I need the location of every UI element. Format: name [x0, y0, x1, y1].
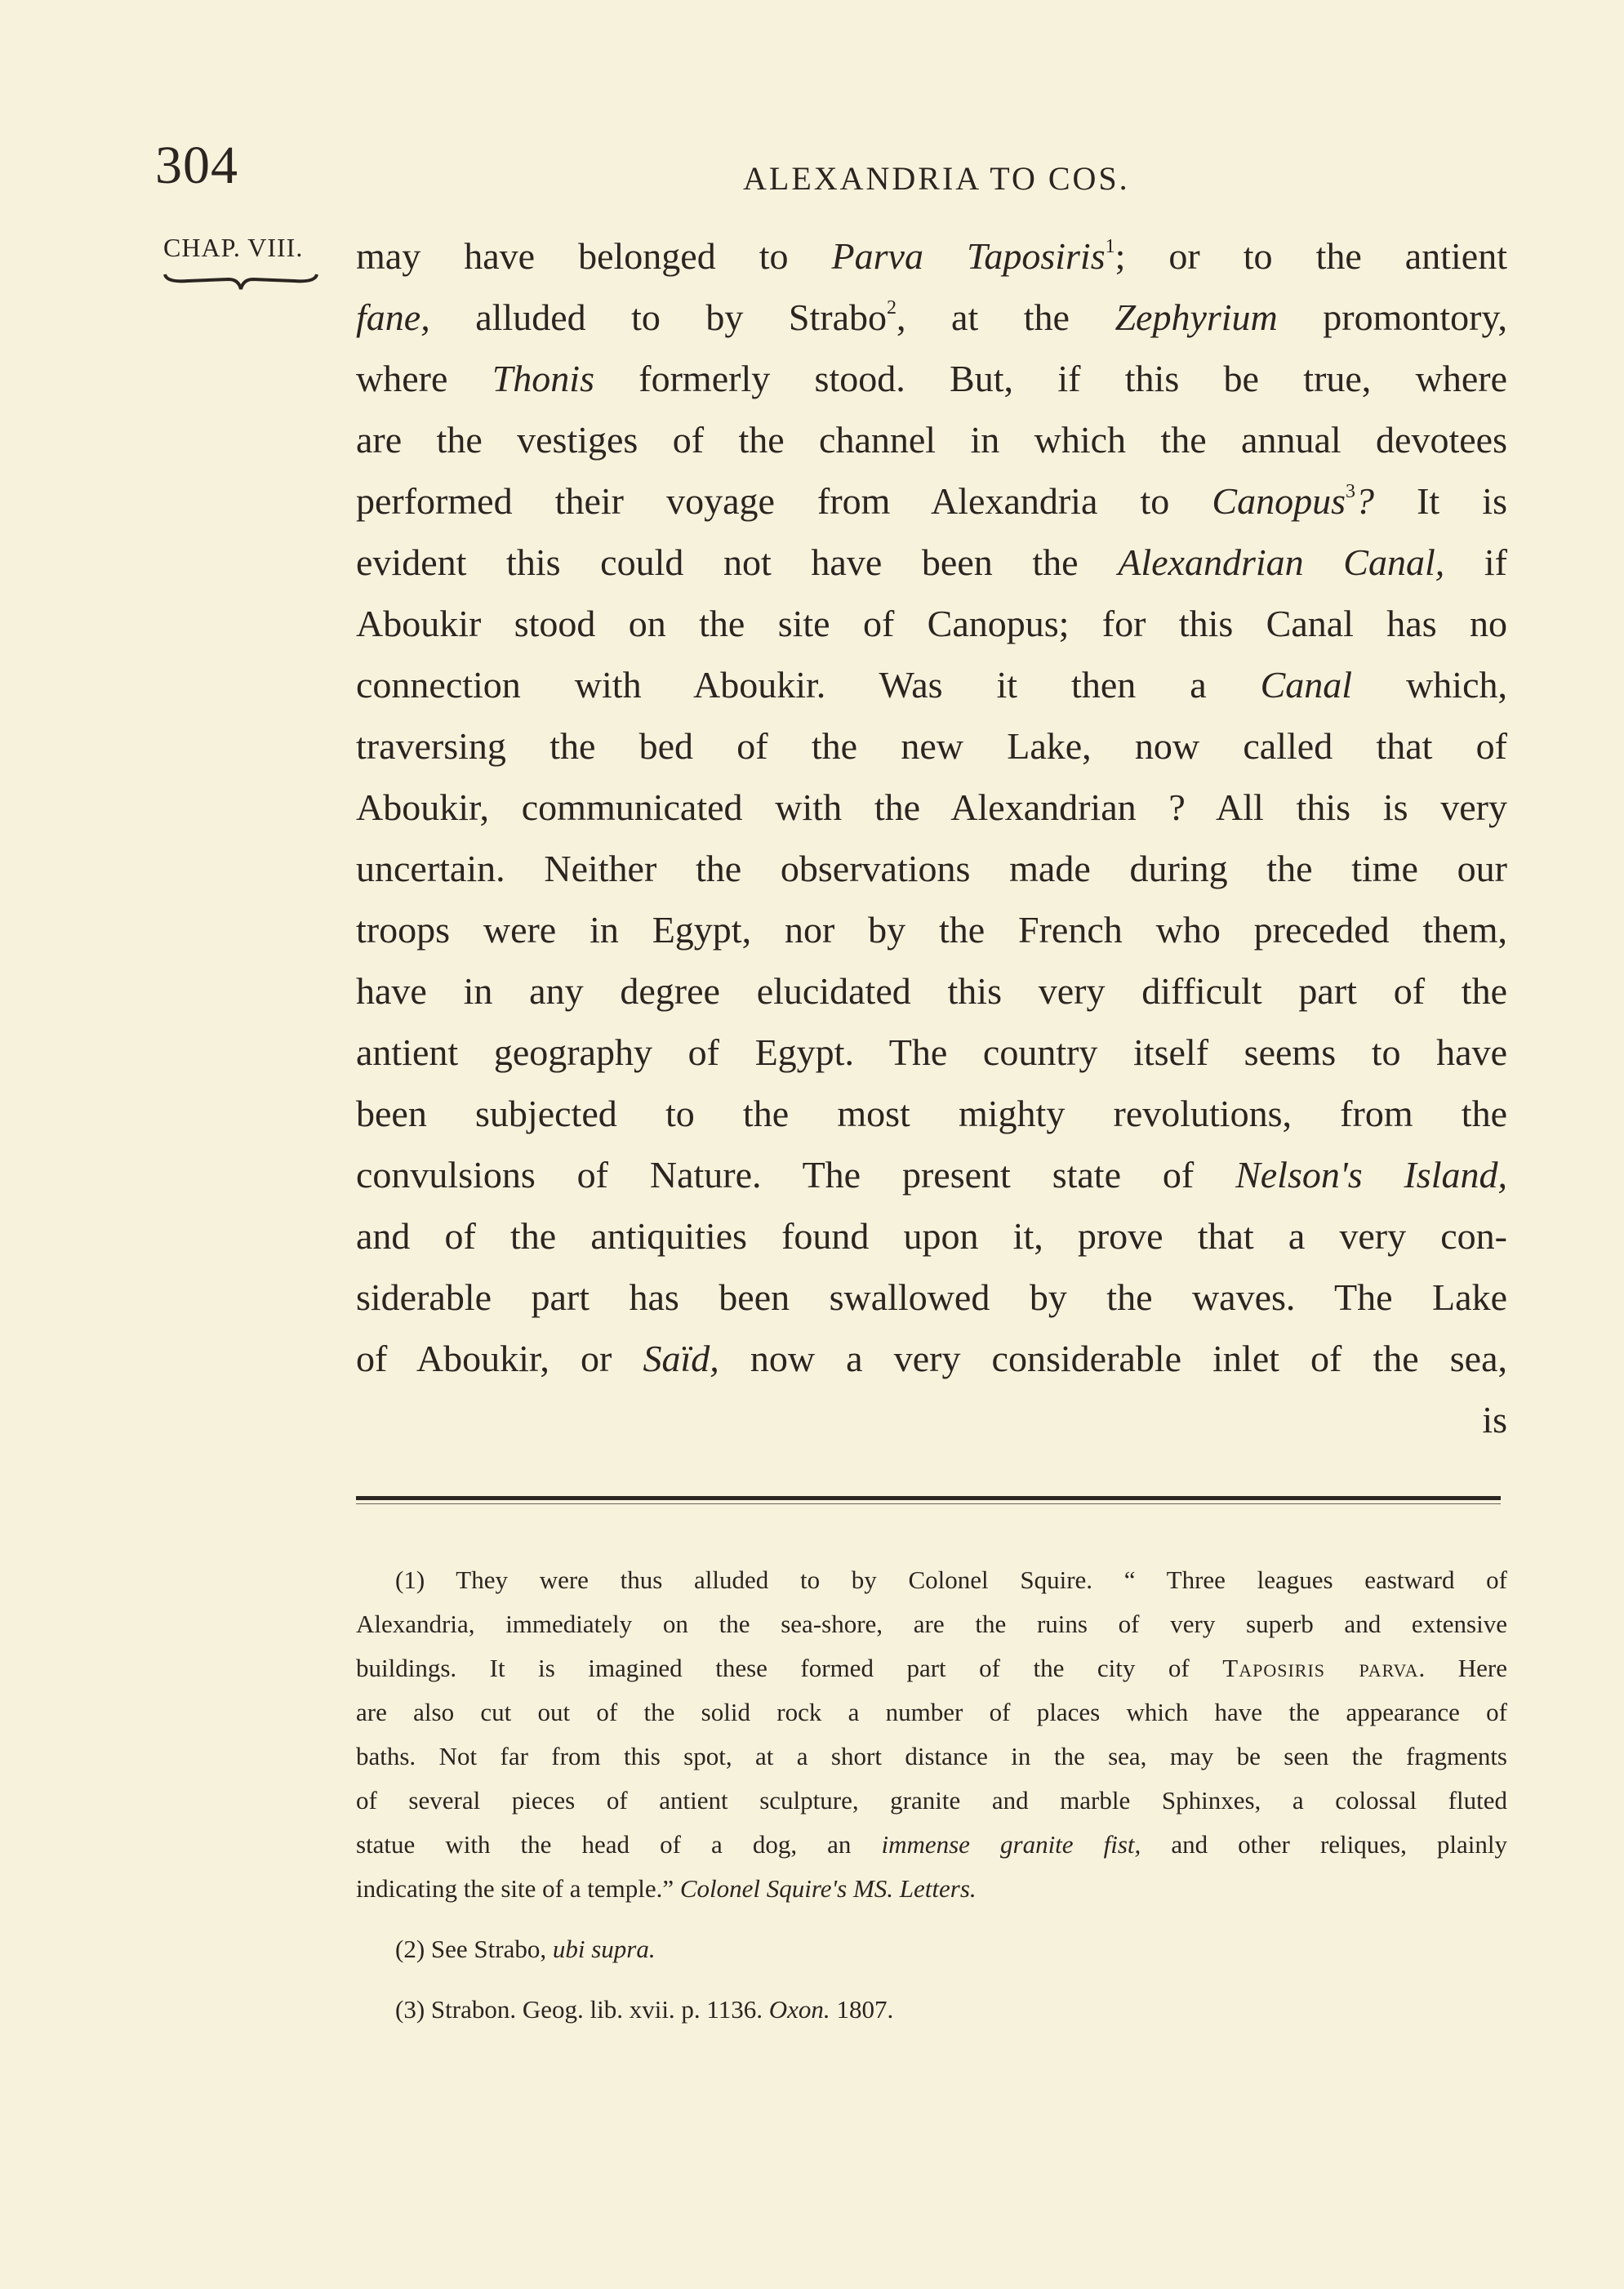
footnote-line: are also cut out of the solid rock a number of places which have the appearance of [356, 1698, 1507, 1726]
footnote-divider-thin [356, 1503, 1501, 1504]
text-line: and of the antiquities found upon it, prove that a very con- [356, 1215, 1507, 1257]
brace-ornament-icon [163, 268, 318, 292]
footnote-line: indicating the site of a temple.” Colonel Squire's MS. Letters. [356, 1874, 977, 1903]
chapter-side-label: CHAP. VIII. [163, 233, 304, 262]
page-number: 304 [155, 136, 238, 195]
catchword: is [1482, 1399, 1507, 1441]
footnote-line: of several pieces of antient sculpture, granite and marble Sphinxes, a colossal fluted [356, 1786, 1507, 1815]
footnote-3: (3) Strabon. Geog. lib. xvii. p. 1136. Oxon. 1807. [395, 1995, 894, 2024]
text-line: traversing the bed of the new Lake, now called that of [356, 725, 1507, 767]
text-line: Aboukir, communicated with the Alexandrian ? All this is very [356, 786, 1507, 828]
text-line: where Thonis formerly stood. But, if this be true, where [356, 358, 1507, 399]
footnote-line: statue with the head of a dog, an immense granite fist, and other reliques, plainly [356, 1830, 1507, 1859]
text-line: have in any degree elucidated this very difficult part of the [356, 970, 1507, 1012]
text-line: connection with Aboukir. Was it then a Canal which, [356, 664, 1507, 706]
text-line: siderable part has been swallowed by the waves. The Lake [356, 1276, 1507, 1318]
footnote-line: baths. Not far from this spot, at a short distance in the sea, may be seen the fragments [356, 1742, 1507, 1770]
text-line: convulsions of Nature. The present state of Nelson's Island, [356, 1154, 1507, 1196]
text-line: uncertain. Neither the observations made during the time our [356, 848, 1507, 889]
text-line: antient geography of Egypt. The country itself seems to have [356, 1031, 1507, 1073]
footnote-divider [356, 1496, 1501, 1500]
text-line: been subjected to the most mighty revolutions, from the [356, 1093, 1507, 1134]
text-line: are the vestiges of the channel in which the annual devotees [356, 419, 1507, 461]
footnote-line: buildings. It is imagined these formed part of the city of Taposiris parva. Here [356, 1654, 1507, 1682]
footnote-2: (2) See Strabo, ubi supra. [395, 1935, 656, 1963]
footnotes [356, 1558, 1507, 2032]
text-line: Aboukir stood on the site of Canopus; for this Canal has no [356, 603, 1507, 644]
text-line: performed their voyage from Alexandria to Canopus$^3$? It is [356, 480, 1507, 522]
text-line: of Aboukir, or Saïd, now a very considerable inlet of the sea, [356, 1338, 1507, 1379]
text-line: evident this could not have been the Alexandrian Canal, if [356, 541, 1507, 583]
text-line: may have belonged to Parva Taposiris$^1$; or to the antient [356, 235, 1507, 277]
main-text [356, 225, 1507, 1450]
text-line: fane, alluded to by Strabo$^2$, at the Zephyrium promontory, [356, 296, 1507, 338]
footnote-line: (1) They were thus alluded to by Colonel Squire. “ Three leagues eastward of [395, 1565, 1507, 1594]
text-line: troops were in Egypt, nor by the French who preceded them, [356, 909, 1507, 951]
footnote-line: Alexandria, immediately on the sea-shore, are the ruins of very superb and extensive [356, 1610, 1507, 1638]
running-title: ALEXANDRIA TO COS. [743, 160, 1130, 197]
